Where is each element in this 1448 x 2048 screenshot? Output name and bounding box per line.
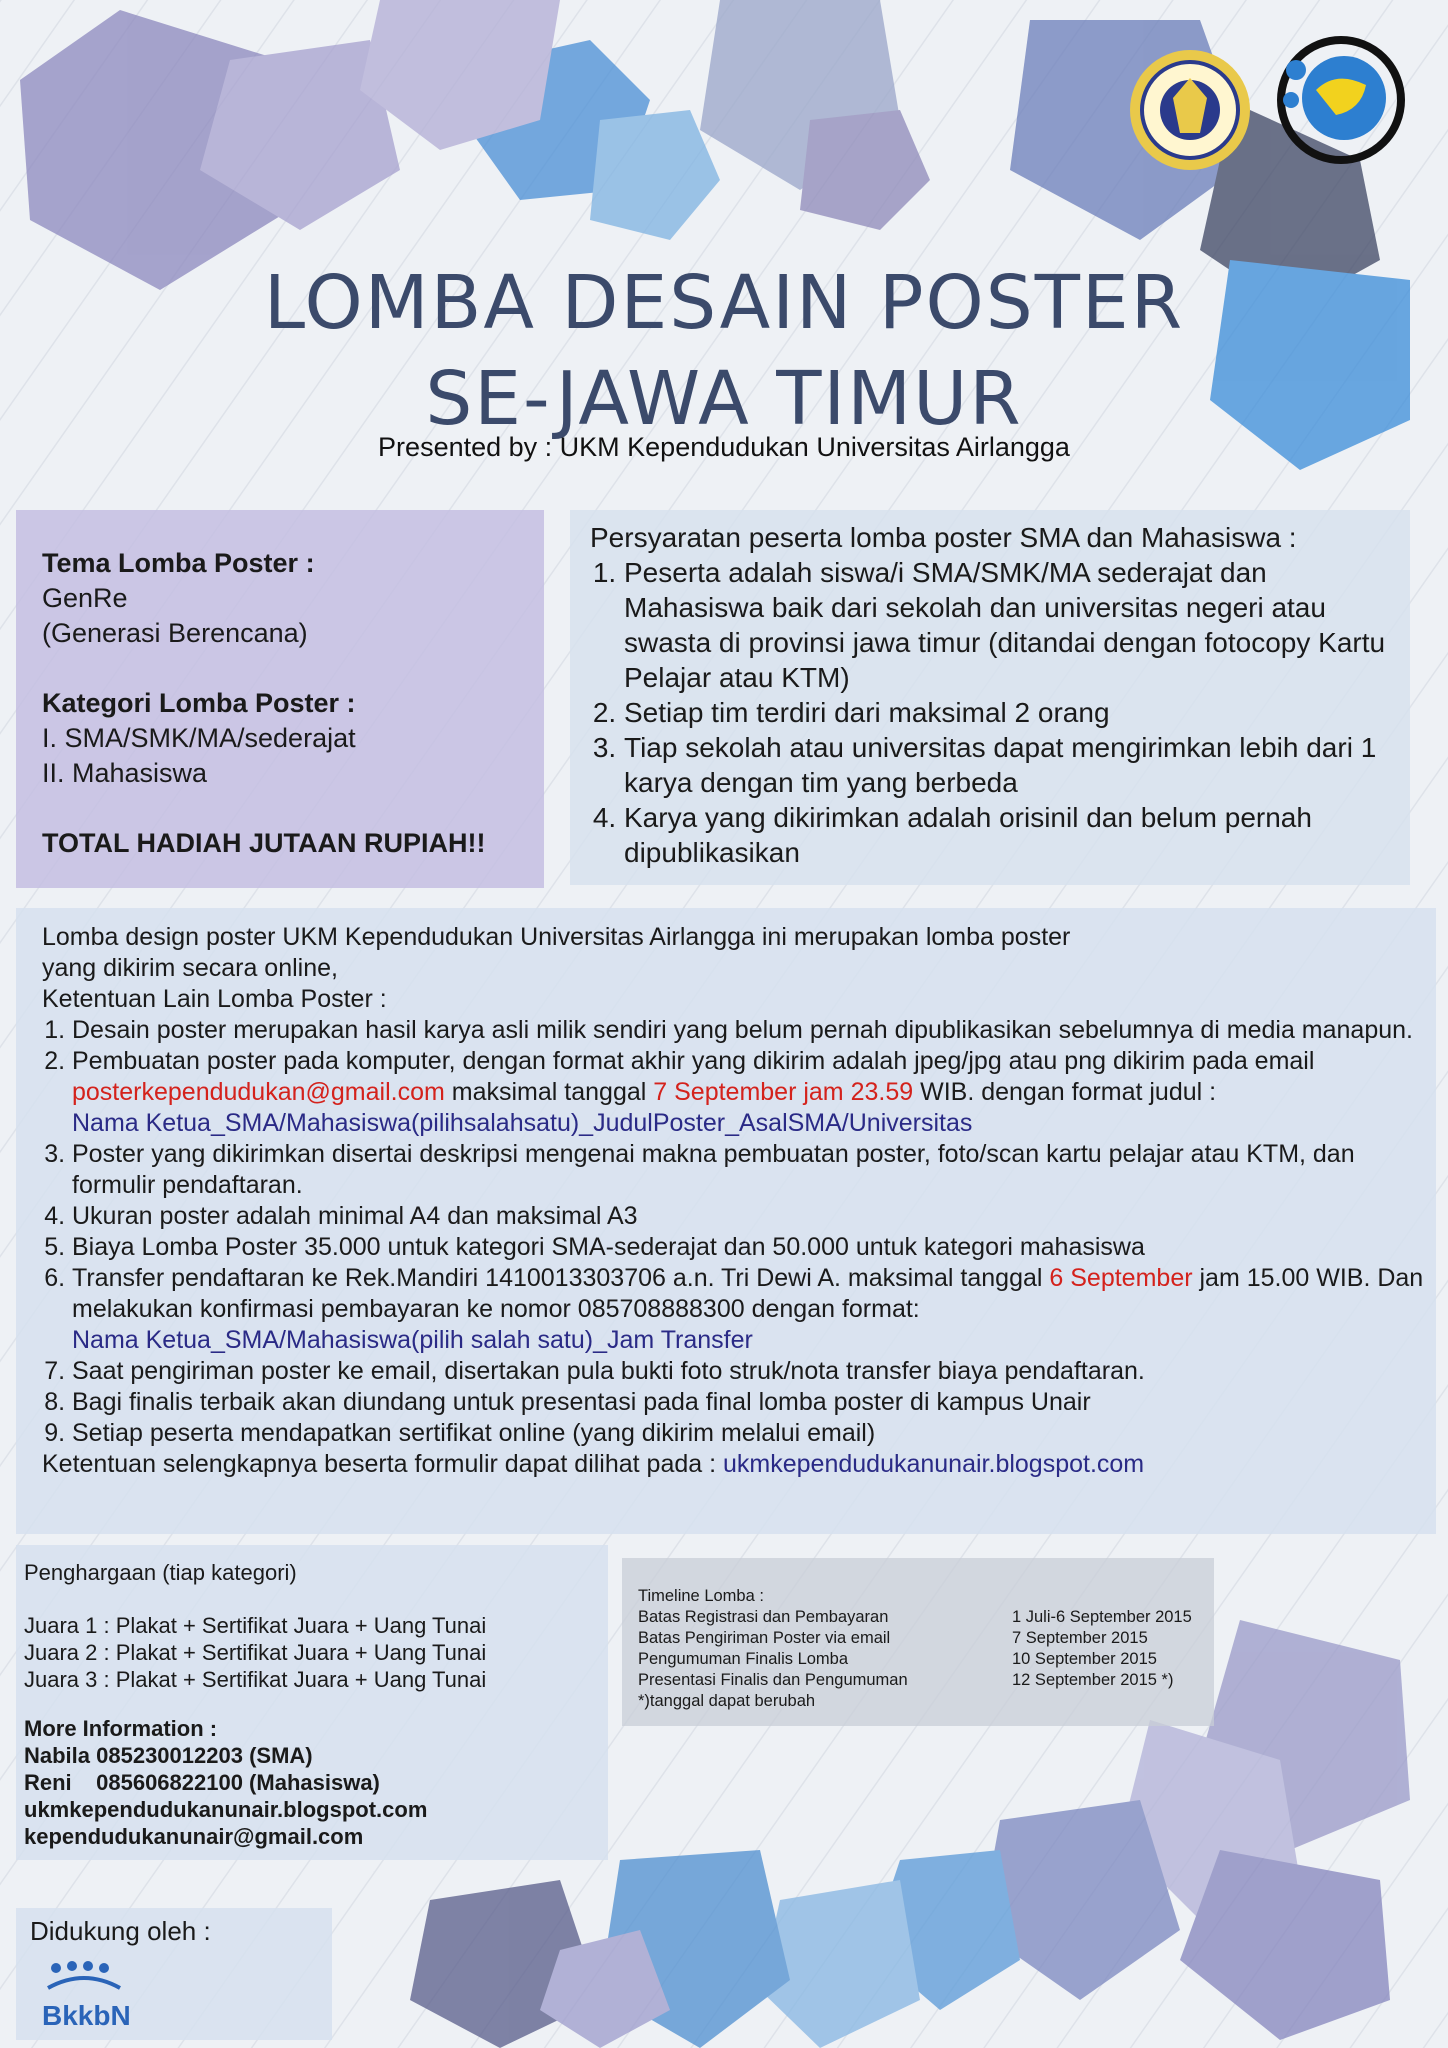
ketentuan-item: 4. Ukuran poster adalah minimal A4 dan maksimal A3: [72, 1201, 1432, 1232]
more-info-label: More Information :: [24, 1716, 218, 1741]
timeline-date: 10 September 2015: [1012, 1650, 1157, 1668]
timeline-date: 7 September 2015: [1012, 1629, 1148, 1647]
ketentuan-box: [16, 908, 1436, 1534]
ketentuan-heading: Ketentuan Lain Lomba Poster :: [42, 985, 387, 1013]
closing-line: [42, 1449, 1432, 1480]
persyaratan-item: 4. Karya yang dikirimkan adalah orisinil dan belum pernah dipublikasikan: [624, 800, 1400, 870]
persyaratan-list: [590, 555, 1400, 870]
title-line-2: SE-JAWA TIMUR: [425, 356, 1023, 442]
timeline-event: Batas Registrasi dan Pembayaran: [638, 1608, 889, 1626]
timeline-note: *)tanggal dapat berubah: [638, 1692, 816, 1710]
ketentuan-item: 5. Biaya Lomba Poster 35.000 untuk kategori SMA-sederajat dan 50.000 untuk kategori mahasiswa: [72, 1232, 1432, 1263]
timeline-heading: Timeline Lomba :: [638, 1587, 764, 1605]
timeline-row: [638, 1670, 1208, 1691]
ketentuan-item: 9. Setiap peserta mendapatkan sertifikat online (yang dikirim melalui email): [72, 1418, 1432, 1449]
presented-by: Presented by : UKM Kependudukan Universitas Airlangga: [378, 432, 1070, 462]
ketentuan-item: 1. Desain poster merupakan hasil karya asli milik sendiri yang belum pernah dipublikasikan sebelumnya di media manapun.: [72, 1015, 1432, 1046]
timeline-event: Presentasi Finalis dan Pengumuman: [638, 1671, 908, 1689]
bkkbn-logo-icon: [44, 1958, 124, 1998]
intro-line: Lomba design poster UKM Kependudukan Universitas Airlangga ini merupakan lomba poster: [42, 923, 1071, 951]
timeline-date: 1 Juli-6 September 2015: [1012, 1608, 1192, 1626]
ketentuan-text: maksimal tanggal: [444, 1078, 654, 1106]
kategori-item: II. Mahasiswa: [42, 758, 208, 788]
ketentuan-text: jam 15.00 WIB. Dan melakukan konfirmasi pembayaran ke nomor 085708888300 dengan format:: [72, 1264, 1424, 1323]
tema-label: Tema Lomba Poster :: [42, 548, 315, 578]
transfer-format: Nama Ketua_SMA/Mahasiswa(pilih salah satu)_Jam Transfer: [72, 1326, 753, 1354]
main-title: [0, 255, 1448, 447]
ketentuan-text: Transfer pendaftaran ke Rek.Mandiri 1410013303706 a.n. Tri Dewi A. maksimal tanggal: [72, 1264, 1050, 1292]
total-hadiah: TOTAL HADIAH JUTAAN RUPIAH!!: [42, 828, 486, 858]
juara-item: Juara 2 : Plakat + Sertifikat Juara + Uang Tunai: [24, 1640, 487, 1665]
ketentuan-item: [72, 1046, 1432, 1139]
juara-item: Juara 3 : Plakat + Sertifikat Juara + Uang Tunai: [24, 1667, 487, 1692]
persyaratan-box: [570, 510, 1410, 885]
ketentuan-item: 3. Poster yang dikirimkan disertai deskripsi mengenai makna pembuatan poster, foto/scan kartu pelajar atau KTM, dan formulir pendaftaran.: [72, 1139, 1432, 1201]
ukm-kependudukan-logo: [1276, 30, 1406, 170]
timeline-row: [638, 1649, 1208, 1670]
persyaratan-heading: Persyaratan peserta lomba poster SMA dan Mahasiswa :: [590, 522, 1297, 553]
timeline-row: [638, 1607, 1208, 1628]
blog-link[interactable]: ukmkependudukanunair.blogspot.com: [723, 1450, 1145, 1478]
penghargaan-box: [16, 1545, 608, 1860]
ketentuan-text: Pembuatan poster pada komputer, dengan format akhir yang dikirim adalah jpeg/jpg atau png dikirim pada email: [72, 1047, 1315, 1075]
didukung-box: [16, 1908, 332, 2040]
timeline-box: [622, 1558, 1214, 1726]
persyaratan-item: 2. Setiap tim terdiri dari maksimal 2 orang: [624, 695, 1400, 730]
tema-box: [16, 510, 544, 888]
ketentuan-item: [72, 1263, 1432, 1356]
tema-value-1: GenRe: [42, 583, 128, 613]
ketentuan-text: WIB. dengan format judul :: [913, 1078, 1217, 1106]
ketentuan-item: 8. Bagi finalis terbaik akan diundang untuk presentasi pada final lomba poster di kampus Unair: [72, 1387, 1432, 1418]
contact-blog[interactable]: ukmkependudukanunair.blogspot.com: [24, 1797, 428, 1822]
kategori-item: I. SMA/SMK/MA/sederajat: [42, 723, 356, 753]
ketentuan-item: 7. Saat pengiriman poster ke email, disertakan pula bukti foto struk/nota transfer biaya pendaftaran.: [72, 1356, 1432, 1387]
contact-item: Nabila 085230012203 (SMA): [24, 1743, 313, 1768]
ketentuan-list: [42, 1015, 1432, 1449]
persyaratan-item: 3. Tiap sekolah atau universitas dapat mengirimkan lebih dari 1 karya dengan tim yang berbeda: [624, 730, 1400, 800]
email-link[interactable]: posterkependudukan@gmail.com: [72, 1078, 445, 1106]
contact-email[interactable]: kependudukanunair@gmail.com: [24, 1824, 364, 1849]
unair-logo: [1128, 48, 1252, 172]
kategori-label: Kategori Lomba Poster :: [42, 688, 356, 718]
persyaratan-item: 1. Peserta adalah siswa/i SMA/SMK/MA sederajat dan Mahasiswa baik dari sekolah dan universitas negeri atau swasta di provinsi jawa timur (ditandai dengan fotocopy Kartu Pelajar atau KTM): [624, 555, 1400, 695]
tema-value-2: (Generasi Berencana): [42, 618, 308, 648]
closing-text: Ketentuan selengkapnya beserta formulir dapat dilihat pada :: [42, 1450, 724, 1478]
title-format: Nama Ketua_SMA/Mahasiswa(pilihsalahsatu)_JudulPoster_AsalSMA/Universitas: [72, 1109, 973, 1137]
timeline-event: Batas Pengiriman Poster via email: [638, 1629, 891, 1647]
bkkbn-logo-text: BkkbN: [42, 2000, 131, 2031]
penghargaan-heading: Penghargaan (tiap kategori): [24, 1560, 297, 1585]
juara-item: Juara 1 : Plakat + Sertifikat Juara + Uang Tunai: [24, 1613, 487, 1638]
intro-line: yang dikirim secara online,: [42, 954, 338, 982]
title-line-1: LOMBA DESAIN POSTER: [263, 260, 1185, 346]
timeline-row: [638, 1628, 1208, 1649]
didukung-label: Didukung oleh :: [30, 1916, 211, 1946]
timeline-date: 12 September 2015 *): [1012, 1671, 1174, 1689]
deadline-date: 7 September jam 23.59: [653, 1078, 914, 1106]
contact-item: Reni 085606822100 (Mahasiswa): [24, 1770, 380, 1795]
transfer-date: 6 September: [1049, 1264, 1193, 1292]
timeline-event: Pengumuman Finalis Lomba: [638, 1650, 849, 1668]
